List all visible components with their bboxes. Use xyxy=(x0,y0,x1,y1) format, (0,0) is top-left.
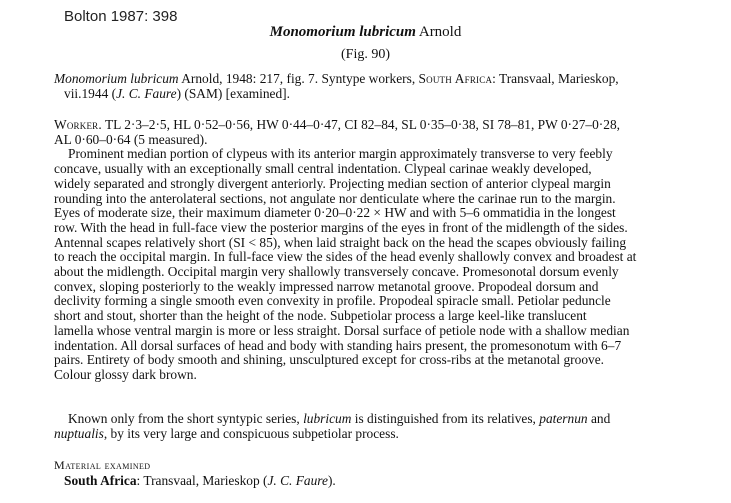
description-line: about the midlength. Occipital margin very shallowly transversely concave. Promesonotal dorsum evenly xyxy=(54,264,619,280)
remarks-line-1: Known only from the short syntypic series, lubricum is distinguished from its relatives, paternun and xyxy=(68,411,611,426)
relative-species: nuptualis xyxy=(54,425,104,441)
description-line: short and stout, shorter than the height of the node. Subpetiolar process a large keel-like translucent xyxy=(54,308,587,324)
worker-measurements-line-2: AL 0·60–0·64 (5 measured). xyxy=(54,131,208,147)
remarks-line-2: nuptualis, by its very large and conspicuous subpetiolar process. xyxy=(54,425,399,441)
description-line: indentation. All dorsal surfaces of head and body with standing hairs present, the promesonotum with 6–7 xyxy=(54,337,622,353)
species-title xyxy=(0,24,731,41)
source-reference: Bolton 1987: 398 xyxy=(64,8,178,25)
description-line: convex, sloping posteriorly to the weakly impressed narrow metanotal groove. Propodeal dorsum and xyxy=(54,278,599,294)
description-line: Eyes of moderate size, their maximum diameter 0·20–0·22 × HW and with 5–6 ommatidia in the longest xyxy=(54,205,616,221)
species-epithet: lubricum xyxy=(303,411,352,426)
species-name: Monomorium lubricum xyxy=(269,24,416,40)
relative-species: paternun xyxy=(539,411,588,426)
citation-country: South Africa xyxy=(418,71,493,86)
remarks-paragraph xyxy=(54,412,708,441)
description-line: Antennal scapes relatively short (SI < 85), when laid straight back on the head the scapes obviously failing xyxy=(54,234,627,250)
citation-species: Monomorium lubricum xyxy=(54,71,179,86)
description-line: widely separated and strongly divergent anteriorly. Projecting median section of anterior clypeal margin xyxy=(54,175,611,191)
species-author: Arnold xyxy=(418,24,462,40)
citation-line-2: vii.1944 (J. C. Faure) (SAM) [examined]. xyxy=(64,85,290,101)
description-line: row. With the head in full-face view the posterior margins of the eyes in front of the midlength of the sides. xyxy=(54,219,628,235)
worker-label: Worker. xyxy=(54,117,102,132)
description-line: Colour glossy dark brown. xyxy=(54,366,197,382)
citation-paragraph xyxy=(54,72,708,101)
material-line: South Africa: Transvaal, Marieskop (J. C. Faure). xyxy=(64,473,336,488)
description-line: to reach the occipital margin. In full-face view the sides of the head evenly shallowly convex and broadest at xyxy=(54,249,637,265)
description-line: declivity forming a single smooth even convexity in profile. Propodeal spiracle small. Petiolar peduncle xyxy=(54,293,611,309)
description-line: lamella whose ventral margin is more or less straight. Dorsal surface of petiole node with a shallow median xyxy=(54,322,630,338)
worker-measurements-line-1: Worker. TL 2·3–2·5, HL 0·52–0·56, HW 0·44–0·47, CI 82–84, SL 0·35–0·38, SI 78–81, PW 0·27–0·28, xyxy=(54,117,620,132)
worker-description xyxy=(54,118,708,383)
description-line: pairs. Entirety of body smooth and shining, unsculptured except for cross-ribs at the metanotal groove. xyxy=(54,352,605,368)
material-heading: Material examined xyxy=(54,458,151,472)
material-collector: J. C. Faure xyxy=(267,473,328,488)
citation-collector: J. C. Faure xyxy=(116,85,177,101)
description-line: concave, usually with an exceptionally small central indentation. Clypeal carinae weakly developed, xyxy=(54,161,592,177)
description-line: Prominent median portion of clypeus with its anterior margin approximately transverse to very feebly xyxy=(68,146,613,162)
material-country: South Africa xyxy=(64,473,137,488)
citation-line-1: Monomorium lubricum Arnold, 1948: 217, fig. 7. Syntype workers, South Africa: Transvaal, Marieskop, xyxy=(54,71,619,86)
figure-reference: (Fig. 90) xyxy=(341,47,390,62)
description-line: rounding into the anterolateral sections, not angulate nor denticulate where the carinae run to the margin. xyxy=(54,190,616,206)
